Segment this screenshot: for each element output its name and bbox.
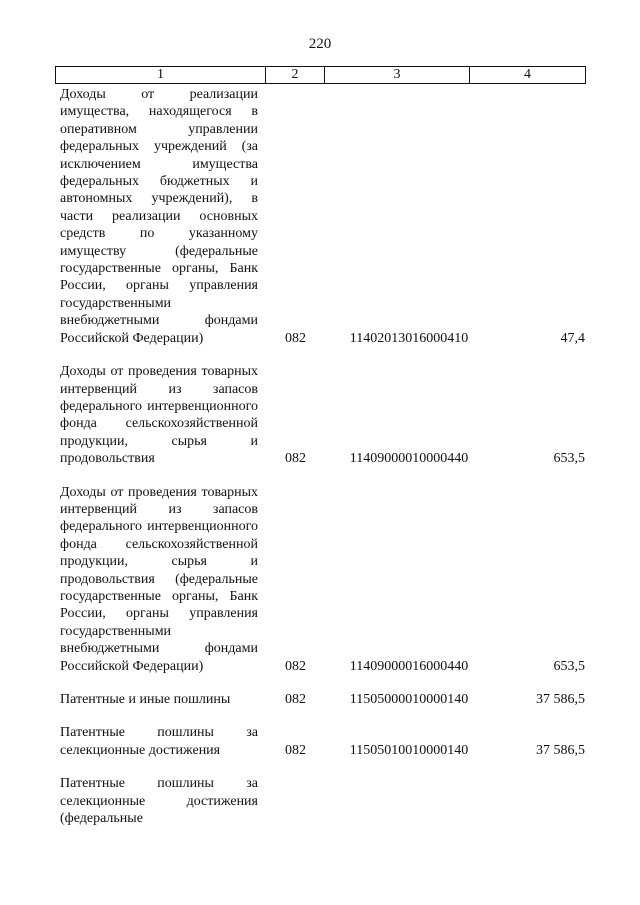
row-classification-code: 11409000016000440: [349, 658, 469, 674]
row-name: Доходы от проведения товарных интервенций из запасов федерального интервенционного фонда сельскохозяйственной продукции, сырья и продовольствия (федеральные государственные органы, Банк России, органы управления государственными внебюджетными фондами Российской Федерации): [60, 484, 258, 674]
row-amount: 653,5: [553, 658, 585, 674]
table-row: [55, 724, 585, 759]
continued-line-3: (федеральные: [60, 811, 143, 827]
continued-line-2: селекционные достижения: [60, 793, 258, 809]
row-admin-code: 082: [285, 330, 306, 346]
column-header-1: 1: [56, 67, 266, 84]
row-name: Патентные и иные пошлины: [60, 692, 231, 707]
row-classification-code: 11409000010000440: [349, 451, 469, 467]
column-header-4: 4: [470, 67, 586, 84]
row-name: Доходы от проведения товарных интервенций из запасов федерального интервенционного фонда сельскохозяйственной продукции, сырья и продовольствия: [60, 364, 258, 467]
continued-line-1: Патентные пошлины за: [60, 776, 258, 792]
row-amount: 37 586,5: [536, 692, 585, 707]
table-row: [55, 86, 585, 347]
row-classification-code: 11505000010000140: [349, 692, 469, 707]
revenue-table-body: [55, 86, 585, 843]
table-row: [55, 484, 585, 675]
row-amount: 653,5: [553, 451, 585, 467]
row-classification-code: 11505010010000140: [349, 742, 469, 758]
row-admin-code: 082: [285, 658, 306, 674]
row-amount: 47,4: [560, 330, 585, 346]
column-header-3: 3: [325, 67, 470, 84]
row-name-continued: [55, 775, 258, 827]
row-name: Патентные пошлины за селекционные достижения: [60, 725, 258, 758]
row-admin-code: 082: [285, 692, 306, 707]
table-row: [55, 691, 585, 708]
row-admin-code: 082: [285, 742, 306, 758]
row-admin-code: 082: [285, 451, 306, 467]
column-header-row: [55, 66, 586, 84]
row-name: Доходы от реализации имущества, находящегося в оперативном управлении федеральных учреждений (за исключением имущества федеральных бюджетных и автономных учреждений), в части реализации основных средств по указанному имуществу (федеральные государственные органы, Банк России, органы управления государственными внебюджетными фондами Российской Федерации): [60, 87, 258, 346]
column-header-2: 2: [266, 67, 325, 84]
row-amount: 37 586,5: [536, 742, 585, 758]
page-number: 220: [308, 36, 332, 52]
table-row: [55, 363, 585, 467]
table-row-continued: [55, 775, 585, 827]
row-classification-code: 11402013016000410: [349, 330, 469, 346]
